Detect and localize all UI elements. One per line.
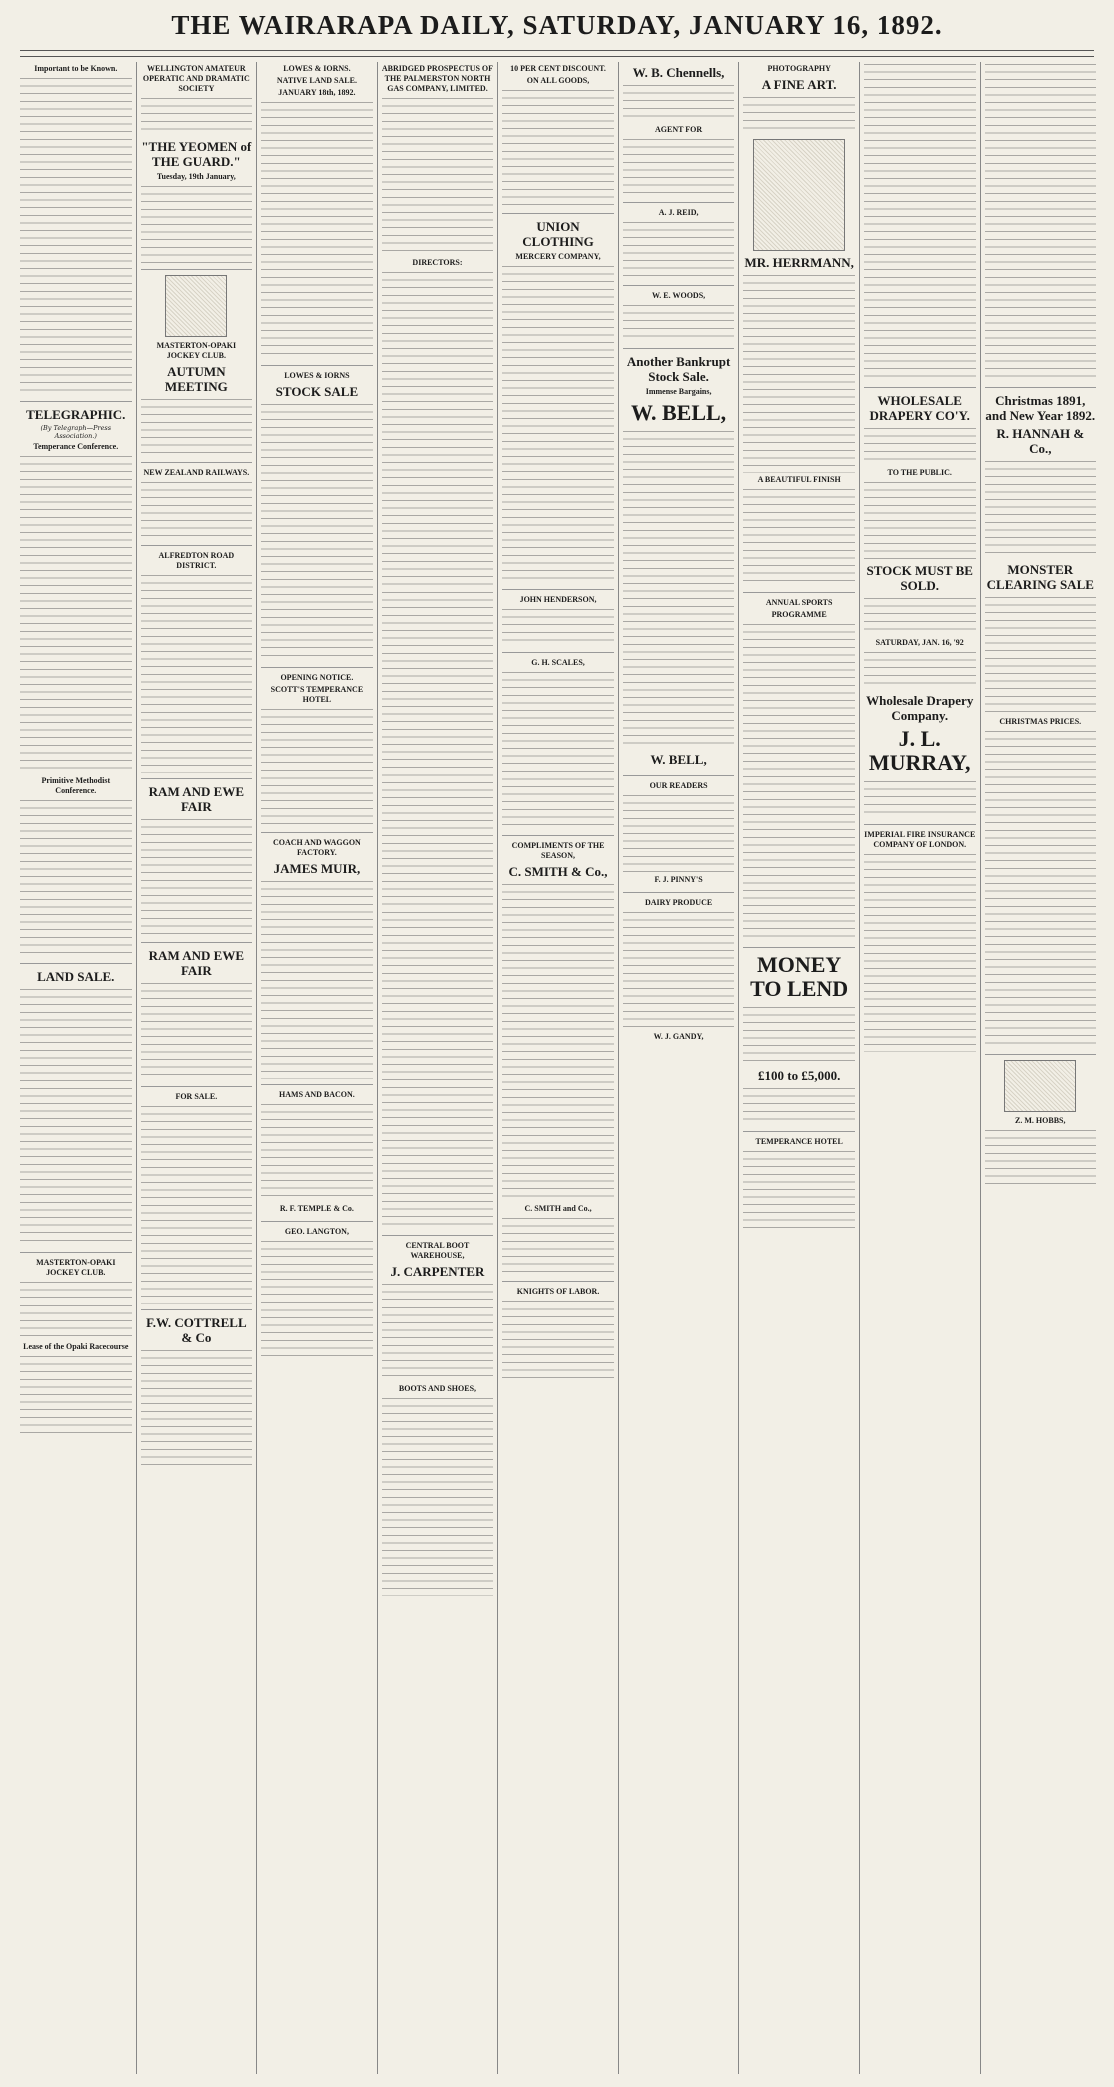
- advert-heading: ANNUAL SPORTS: [765, 598, 833, 607]
- advert-union-clothing: [502, 219, 614, 590]
- advert-heading: Immense Bargains,: [645, 387, 712, 396]
- advert-title: J. CARPENTER: [390, 1264, 485, 1279]
- body-text: [261, 402, 373, 662]
- advert-title: WHOLESALE DRAPERY CO'Y.: [869, 393, 970, 423]
- body-text: [743, 622, 855, 942]
- advert-heading: Important to be Known.: [34, 64, 118, 73]
- body-text: [985, 62, 1097, 382]
- advert-title: ON ALL GOODS,: [526, 76, 590, 85]
- advert-name: R. HANNAH & Co.,: [996, 426, 1085, 456]
- body-text: [623, 83, 735, 123]
- column-5: [497, 62, 618, 2074]
- advert-heading: WELLINGTON AMATEUR OPERATIC AND DRAMATIC SOCIETY: [142, 64, 250, 93]
- advert-heading: A. J. REID,: [658, 208, 699, 217]
- body-text: [141, 96, 253, 136]
- advert-langton: [261, 1227, 373, 1364]
- column-7: [738, 62, 859, 2074]
- carriage-engraving: [1004, 1060, 1076, 1112]
- advert-cottrell: [141, 1315, 253, 1473]
- advert-autumn-meeting: [141, 275, 253, 463]
- advert-heading: OPENING NOTICE.: [280, 673, 354, 682]
- advert-reid: [623, 208, 735, 286]
- advert-title: "THE YEOMEN of THE GUARD.": [141, 139, 252, 169]
- body-text: [20, 987, 132, 1247]
- masthead-rule-lower: [20, 56, 1094, 57]
- section-heading: TELEGRAPHIC.: [26, 407, 126, 422]
- telegraphic-section: [20, 407, 132, 964]
- advert-title: JAMES MUIR,: [273, 861, 361, 876]
- advert-heading: Lease of the Opaki Racecourse: [23, 1342, 129, 1352]
- advert-hannah: [985, 393, 1097, 1055]
- body-text: [743, 487, 855, 587]
- advert-heading: G. H. SCALES,: [531, 658, 585, 667]
- advert-title: RAM AND EWE FAIR: [148, 948, 245, 978]
- body-text: [141, 1104, 253, 1304]
- body-text: [743, 95, 855, 135]
- advert-heading: MASTERTON-OPAKI JOCKEY CLUB.: [156, 341, 237, 360]
- column-4: [377, 62, 498, 2074]
- gas-company-prospectus: [382, 64, 494, 1236]
- body-text: [502, 1216, 614, 1276]
- advert-title: UNION CLOTHING: [522, 219, 594, 249]
- advert-heading: COACH AND WAGGON FACTORY.: [272, 838, 361, 857]
- body-text: [382, 1282, 494, 1382]
- body-text: [502, 670, 614, 830]
- advert-title: Christmas 1891, and New Year 1892.: [985, 393, 1096, 423]
- advert-heading: 10 PER CENT DISCOUNT.: [510, 64, 606, 73]
- body-text: [141, 184, 253, 264]
- advert-imperial-fire: [864, 830, 976, 1057]
- advert-for-sale: [141, 1092, 253, 1310]
- advert-date: Tuesday, 19th January,: [156, 172, 236, 181]
- advert-heading: W. E. WOODS,: [652, 291, 706, 300]
- advert-title: Wholesale Drapery Company.: [866, 693, 974, 723]
- advert-title: A FINE ART.: [761, 77, 837, 92]
- advert-heading: C. SMITH and Co.,: [524, 1204, 592, 1213]
- newspaper-page: [16, 62, 1100, 2074]
- advert-henderson: [502, 595, 614, 653]
- body-text: [743, 273, 855, 473]
- advert-name: W. BELL,: [631, 400, 727, 425]
- advert-heading: AGENT FOR: [654, 125, 703, 134]
- body-text: [502, 1299, 614, 1379]
- article-subheading: DIRECTORS:: [412, 258, 463, 267]
- advert-heading: TO THE PUBLIC.: [887, 468, 952, 477]
- body-text: [623, 137, 735, 197]
- body-text: [20, 1354, 132, 1434]
- advert-money-to-lend: [743, 953, 855, 1132]
- advert-heading: OUR READERS: [649, 781, 708, 790]
- newspaper-title: THE WAIRARAPA DAILY, SATURDAY, JANUARY 16, 1892.: [171, 10, 943, 40]
- body-text: [864, 62, 976, 382]
- advert-heading: ALFREDTON ROAD DISTRICT.: [158, 551, 235, 570]
- advert-ram-ewe-fair-1: [141, 784, 253, 943]
- advert-scales: [502, 658, 614, 836]
- article-heading: Temperance Conference.: [33, 442, 119, 452]
- body-text: [382, 590, 494, 910]
- body-text: [20, 454, 132, 774]
- advert-hobbs: [985, 1060, 1097, 1193]
- advert-heading: NEW ZEALAND RAILWAYS.: [143, 468, 250, 477]
- advert-name: J. L. MURRAY,: [868, 726, 971, 775]
- body-text: [864, 596, 976, 636]
- advert-heading: LOWES & IORNS: [284, 371, 350, 380]
- advert-title: NATIVE LAND SALE.: [276, 76, 357, 85]
- advert-title: W. J. GANDY,: [653, 1032, 704, 1041]
- body-text: [985, 595, 1097, 715]
- advert-dairy-produce: [623, 898, 735, 1049]
- body-text: [502, 88, 614, 208]
- advert-heading: TEMPERANCE HOTEL: [755, 1137, 843, 1146]
- racecourse-engraving: [165, 275, 227, 337]
- body-text: [141, 1348, 253, 1468]
- body-text: [261, 879, 373, 1079]
- body-text: [261, 1239, 373, 1359]
- column-1: [16, 62, 136, 2074]
- body-text: [623, 220, 735, 280]
- advert-horse-sale: [864, 62, 976, 388]
- advert-title: F. J. PINNY'S: [654, 875, 703, 884]
- advert-temperance-hotel: [743, 1137, 855, 1234]
- body-text: [382, 96, 494, 256]
- advert-subheading: PROGRAMME: [771, 610, 827, 619]
- body-text: [623, 429, 735, 749]
- body-text: [20, 798, 132, 958]
- body-text: [864, 779, 976, 819]
- advert-heading: JOHN HENDERSON,: [519, 595, 597, 604]
- body-text: [743, 1005, 855, 1065]
- advert-title: R. F. TEMPLE & Co.: [279, 1204, 354, 1213]
- advert-title: AUTUMN MEETING: [164, 364, 228, 394]
- body-text: [141, 817, 253, 937]
- advert-woods: [623, 291, 735, 349]
- advert-bankrupt-stock: [623, 354, 735, 776]
- body-text: [141, 397, 253, 457]
- advert-title: Another Bankrupt Stock Sale.: [626, 354, 731, 384]
- advert-amount: £100 to £5,000.: [757, 1068, 841, 1083]
- body-text: [623, 793, 735, 873]
- advert-title: RAM AND EWE FAIR: [148, 784, 245, 814]
- body-text: [864, 426, 976, 466]
- column-9: [980, 62, 1101, 2074]
- advert-heading: MERCERY COMPANY,: [515, 252, 601, 261]
- body-text: [623, 910, 735, 1030]
- column-8: [859, 62, 980, 2074]
- column-2: [136, 62, 257, 2074]
- body-text: [864, 852, 976, 1052]
- body-text: [864, 650, 976, 690]
- body-text: [864, 480, 976, 560]
- advert-discount: [502, 64, 614, 214]
- advert-heading: BOOTS AND SHOES,: [398, 1384, 477, 1393]
- advert-railways: [141, 468, 253, 546]
- advert-heading: CENTRAL BOOT WAREHOUSE,: [405, 1241, 470, 1260]
- advert-heading: Z. M. HOBBS,: [1015, 1116, 1066, 1125]
- body-text: [20, 1280, 132, 1340]
- advert-heading: GEO. LANGTON,: [284, 1227, 349, 1236]
- advert-heading: MONSTER CLEARING SALE: [986, 562, 1094, 592]
- advert-jockey-club: [20, 1258, 132, 1439]
- advert-heading: COMPLIMENTS OF THE SEASON,: [511, 841, 605, 860]
- advert-wanted-list: [985, 62, 1097, 388]
- body-text: [502, 882, 614, 1202]
- advert-central-boot-warehouse: [382, 1241, 494, 1601]
- body-text: [743, 1149, 855, 1229]
- column-3: [256, 62, 377, 2074]
- masthead-rule: [20, 50, 1094, 51]
- body-text: [502, 607, 614, 647]
- body-text: [141, 981, 253, 1081]
- advert-heading: HAMS AND BACON.: [279, 1090, 355, 1099]
- body-text: [261, 100, 373, 360]
- body-text: [20, 76, 132, 396]
- advert-heading: PHOTOGRAPHY: [767, 64, 831, 73]
- body-text: [985, 459, 1097, 559]
- advert-heading: MASTERTON-OPAKI JOCKEY CLUB.: [36, 1258, 116, 1278]
- body-text: [502, 264, 614, 584]
- advert-title: W. B. Chennells,: [632, 65, 725, 80]
- advert-scotts-hotel: [261, 673, 373, 833]
- body-text: [382, 910, 494, 1230]
- advert-date: JANUARY 18th, 1892.: [278, 88, 356, 97]
- body-text: [141, 480, 253, 540]
- advert-title: MONEY TO LEND: [750, 952, 849, 1001]
- advert-heading: KNIGHTS OF LABOR.: [516, 1287, 600, 1296]
- advert-coach-factory: [261, 838, 373, 1085]
- advert-hams-bacon: [261, 1090, 373, 1222]
- body-text: [382, 1396, 494, 1596]
- advert-ram-ewe-fair-2: [141, 948, 253, 1087]
- advert-c-smith: [502, 841, 614, 1282]
- body-text: [985, 1128, 1097, 1188]
- body-text: [261, 707, 373, 827]
- advert-heading: A BEAUTIFUL FINISH: [757, 475, 841, 484]
- advert-chennells: [623, 65, 735, 203]
- advert-heading: LAND SALE.: [37, 969, 115, 985]
- advert-operatic-society: [141, 64, 253, 270]
- advert-title: F.W. COTTRELL & Co: [146, 1315, 247, 1345]
- advert-title: C. SMITH & Co.,: [508, 864, 608, 879]
- advert-native-land-sale: [261, 64, 373, 366]
- section-subheading: (By Telegraph—Press Association.): [40, 424, 112, 440]
- advert-title: STOCK SALE: [275, 384, 359, 399]
- body-text: [985, 729, 1097, 1049]
- body-text: [261, 1102, 373, 1202]
- advert-subheading: CHRISTMAS PRICES.: [999, 717, 1082, 726]
- advert-heading: FOR SALE.: [175, 1092, 218, 1101]
- body-text: [382, 270, 494, 590]
- column-6: [618, 62, 739, 2074]
- advert-wholesale-drapery: [864, 393, 976, 825]
- advert-name: MR. HERRMANN,: [744, 255, 854, 270]
- advert-title: STOCK MUST BE SOLD.: [866, 563, 973, 593]
- advert-heading: DAIRY PRODUCE: [644, 898, 713, 907]
- body-text: [743, 1086, 855, 1126]
- portrait-engraving: [753, 139, 845, 251]
- advert-heading: IMPERIAL FIRE INSURANCE COMPANY OF LONDON.: [864, 830, 976, 849]
- body-text: [623, 303, 735, 343]
- body-text: [141, 573, 253, 773]
- advert-title: SCOTT'S TEMPERANCE HOTEL: [270, 685, 364, 704]
- advert-date: SATURDAY, JAN. 16, '92: [875, 638, 964, 647]
- advert-annual-sports: [743, 598, 855, 948]
- advert-name: W. BELL,: [650, 752, 707, 767]
- advert-our-readers: [623, 781, 735, 893]
- article-heading: Primitive Methodist Conference.: [41, 776, 111, 796]
- advert-road-district: [141, 551, 253, 779]
- advert-land-sale: [20, 969, 132, 1253]
- advert-knights-of-labor: [502, 1287, 614, 1384]
- advert-stock-sale: [261, 371, 373, 668]
- article-heading: ABRIDGED PROSPECTUS OF THE PALMERSTON NORTH GAS COMPANY, LIMITED.: [381, 64, 494, 93]
- advert-holloway: [20, 64, 132, 402]
- advert-heading: LOWES & IORNS.: [283, 64, 351, 73]
- advert-photography: [743, 64, 855, 593]
